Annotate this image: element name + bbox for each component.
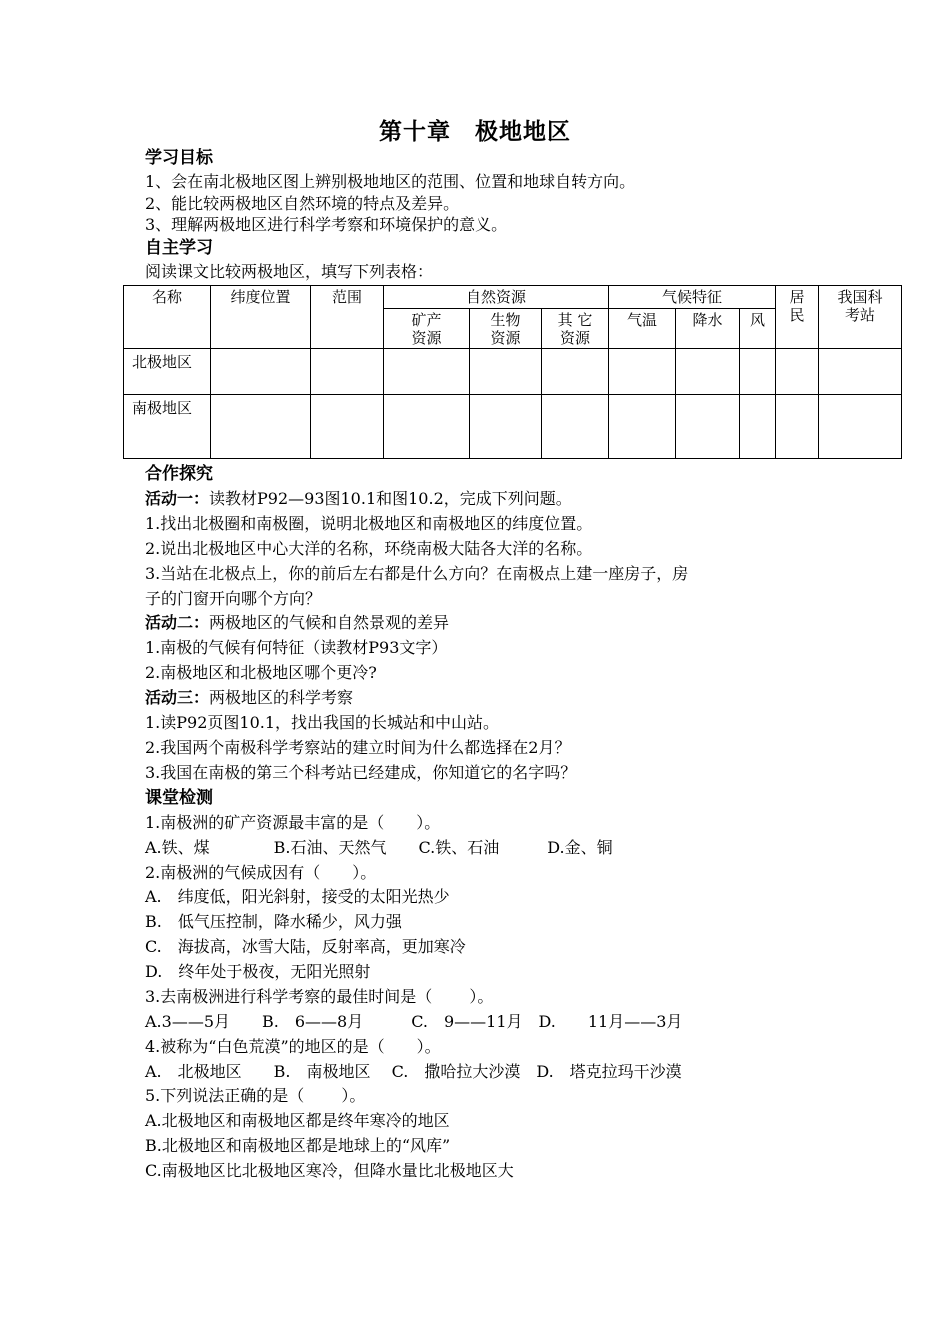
table-cell[interactable] (211, 395, 311, 459)
table-cell[interactable] (542, 349, 609, 395)
header-natural-resources: 自然资源 (384, 286, 609, 309)
table-cell[interactable] (776, 349, 819, 395)
table-cell[interactable] (609, 349, 676, 395)
table-cell[interactable] (676, 349, 740, 395)
question-item: 1.南极的气候有何特征（读教材P93文字） (145, 638, 448, 657)
table-cell[interactable] (470, 395, 542, 459)
row-label-arctic: 北极地区 (124, 349, 211, 395)
activity-3: 活动三：两极地区的科学考察 (145, 688, 354, 707)
table-cell[interactable] (819, 395, 902, 459)
activity-2-label: 活动二： (145, 613, 210, 632)
subheader-biological: 生物 资源 (470, 309, 542, 349)
table-cell[interactable] (740, 395, 776, 459)
test-line: 2.南极洲的气候成因有（ ）。 (145, 863, 377, 882)
table-cell[interactable] (311, 349, 384, 395)
test-line: C. 海拔高，冰雪大陆，反射率高，更加寒冷 (145, 937, 466, 956)
subheader-other: 其 它 资源 (542, 309, 609, 349)
section-heading-class-test: 课堂检测 (145, 788, 213, 808)
page-title: 第十章 极地地区 (379, 119, 571, 145)
question-item: 1.找出北极圈和南极圈，说明北极地区和南极地区的纬度位置。 (145, 514, 593, 533)
test-line: 3.去南极洲进行科学考察的最佳时间是（ ）。 (145, 987, 494, 1006)
question-item: 3.当站在北极点上，你的前后左右都是什么方向？在南极点上建一座房子，房 (145, 564, 689, 583)
row-label-antarctic: 南极地区 (124, 395, 211, 459)
header-research-station: 我国科 考站 (819, 286, 902, 349)
question-item: 2.我国两个南极科学考察站的建立时间为什么都选择在2月？ (145, 738, 571, 757)
table-cell[interactable] (311, 395, 384, 459)
test-line: A.北极地区和南极地区都是终年寒冷的地区 (145, 1111, 450, 1130)
question-item: 3.我国在南极的第三个科考站已经建成，你知道它的名字吗？ (145, 763, 577, 782)
subheader-temperature: 气温 (609, 309, 676, 349)
test-line: A. 北极地区 B. 南极地区 C. 撒哈拉大沙漠 D. 塔克拉玛干沙漠 (145, 1062, 682, 1081)
section-heading-cooperation: 合作探究 (145, 464, 213, 484)
subheader-mineral: 矿产 资源 (384, 309, 470, 349)
test-line: 5.下列说法正确的是（ ）。 (145, 1086, 366, 1105)
table-cell[interactable] (470, 349, 542, 395)
goal-item: 2、能比较两极地区自然环境的特点及差异。 (145, 194, 460, 213)
goal-item: 1、会在南北极地区图上辨别极地地区的范围、位置和地球自转方向。 (145, 172, 636, 191)
subheader-wind: 风 (740, 309, 776, 349)
table-cell[interactable] (384, 395, 470, 459)
test-line: 4.被称为“白色荒漠”的地区的是（ ）。 (145, 1037, 441, 1056)
table-cell[interactable] (740, 349, 776, 395)
table-cell[interactable] (542, 395, 609, 459)
section-heading-goals: 学习目标 (145, 148, 213, 168)
table-cell[interactable] (384, 349, 470, 395)
activity-2: 活动二：两极地区的气候和自然景观的差异 (145, 613, 450, 632)
subheader-precipitation: 降水 (676, 309, 740, 349)
question-item: 2.说出北极地区中心大洋的名称，环绕南极大陆各大洋的名称。 (145, 539, 593, 558)
table-cell[interactable] (609, 395, 676, 459)
table-cell[interactable] (819, 349, 902, 395)
goal-item: 3、理解两极地区进行科学考察和环境保护的意义。 (145, 215, 508, 234)
test-line: C.南极地区比北极地区寒冷，但降水量比北极地区大 (145, 1161, 514, 1180)
test-line: A.铁、煤 B.石油、天然气 C.铁、石油 D.金、铜 (145, 838, 613, 857)
self-study-intro: 阅读课文比较两极地区，填写下列表格： (145, 262, 434, 281)
comparison-table (123, 285, 902, 459)
table-cell[interactable] (776, 395, 819, 459)
header-name: 名称 (124, 286, 211, 349)
activity-1-label: 活动一： (145, 489, 210, 508)
activity-3-label: 活动三： (145, 688, 210, 707)
header-latitude: 纬度位置 (211, 286, 311, 349)
test-line: 1.南极洲的矿产资源最丰富的是（ ）。 (145, 813, 441, 832)
header-climate: 气候特征 (609, 286, 776, 309)
test-line: B. 低气压控制，降水稀少，风力强 (145, 912, 402, 931)
section-heading-self-study: 自主学习 (145, 238, 213, 258)
header-range: 范围 (311, 286, 384, 349)
activity-1: 活动一：读教材P92—93图10.1和图10.2，完成下列问题。 (145, 489, 572, 508)
question-item: 1.读P92页图10.1，找出我国的长城站和中山站。 (145, 713, 500, 732)
test-line: A.3——5月 B. 6——8月 C. 9——11月 D. 11月——3月 (145, 1012, 683, 1031)
table-cell[interactable] (211, 349, 311, 395)
question-item: 2.南极地区和北极地区哪个更冷? (145, 663, 377, 682)
test-line: D. 终年处于极夜，无阳光照射 (145, 962, 371, 981)
table-cell[interactable] (676, 395, 740, 459)
test-line: A. 纬度低，阳光斜射，接受的太阳光热少 (145, 887, 450, 906)
test-line: B.北极地区和南极地区都是地球上的“风库” (145, 1136, 451, 1155)
question-item: 子的门窗开向哪个方向？ (145, 589, 322, 608)
header-residents: 居 民 (776, 286, 819, 349)
